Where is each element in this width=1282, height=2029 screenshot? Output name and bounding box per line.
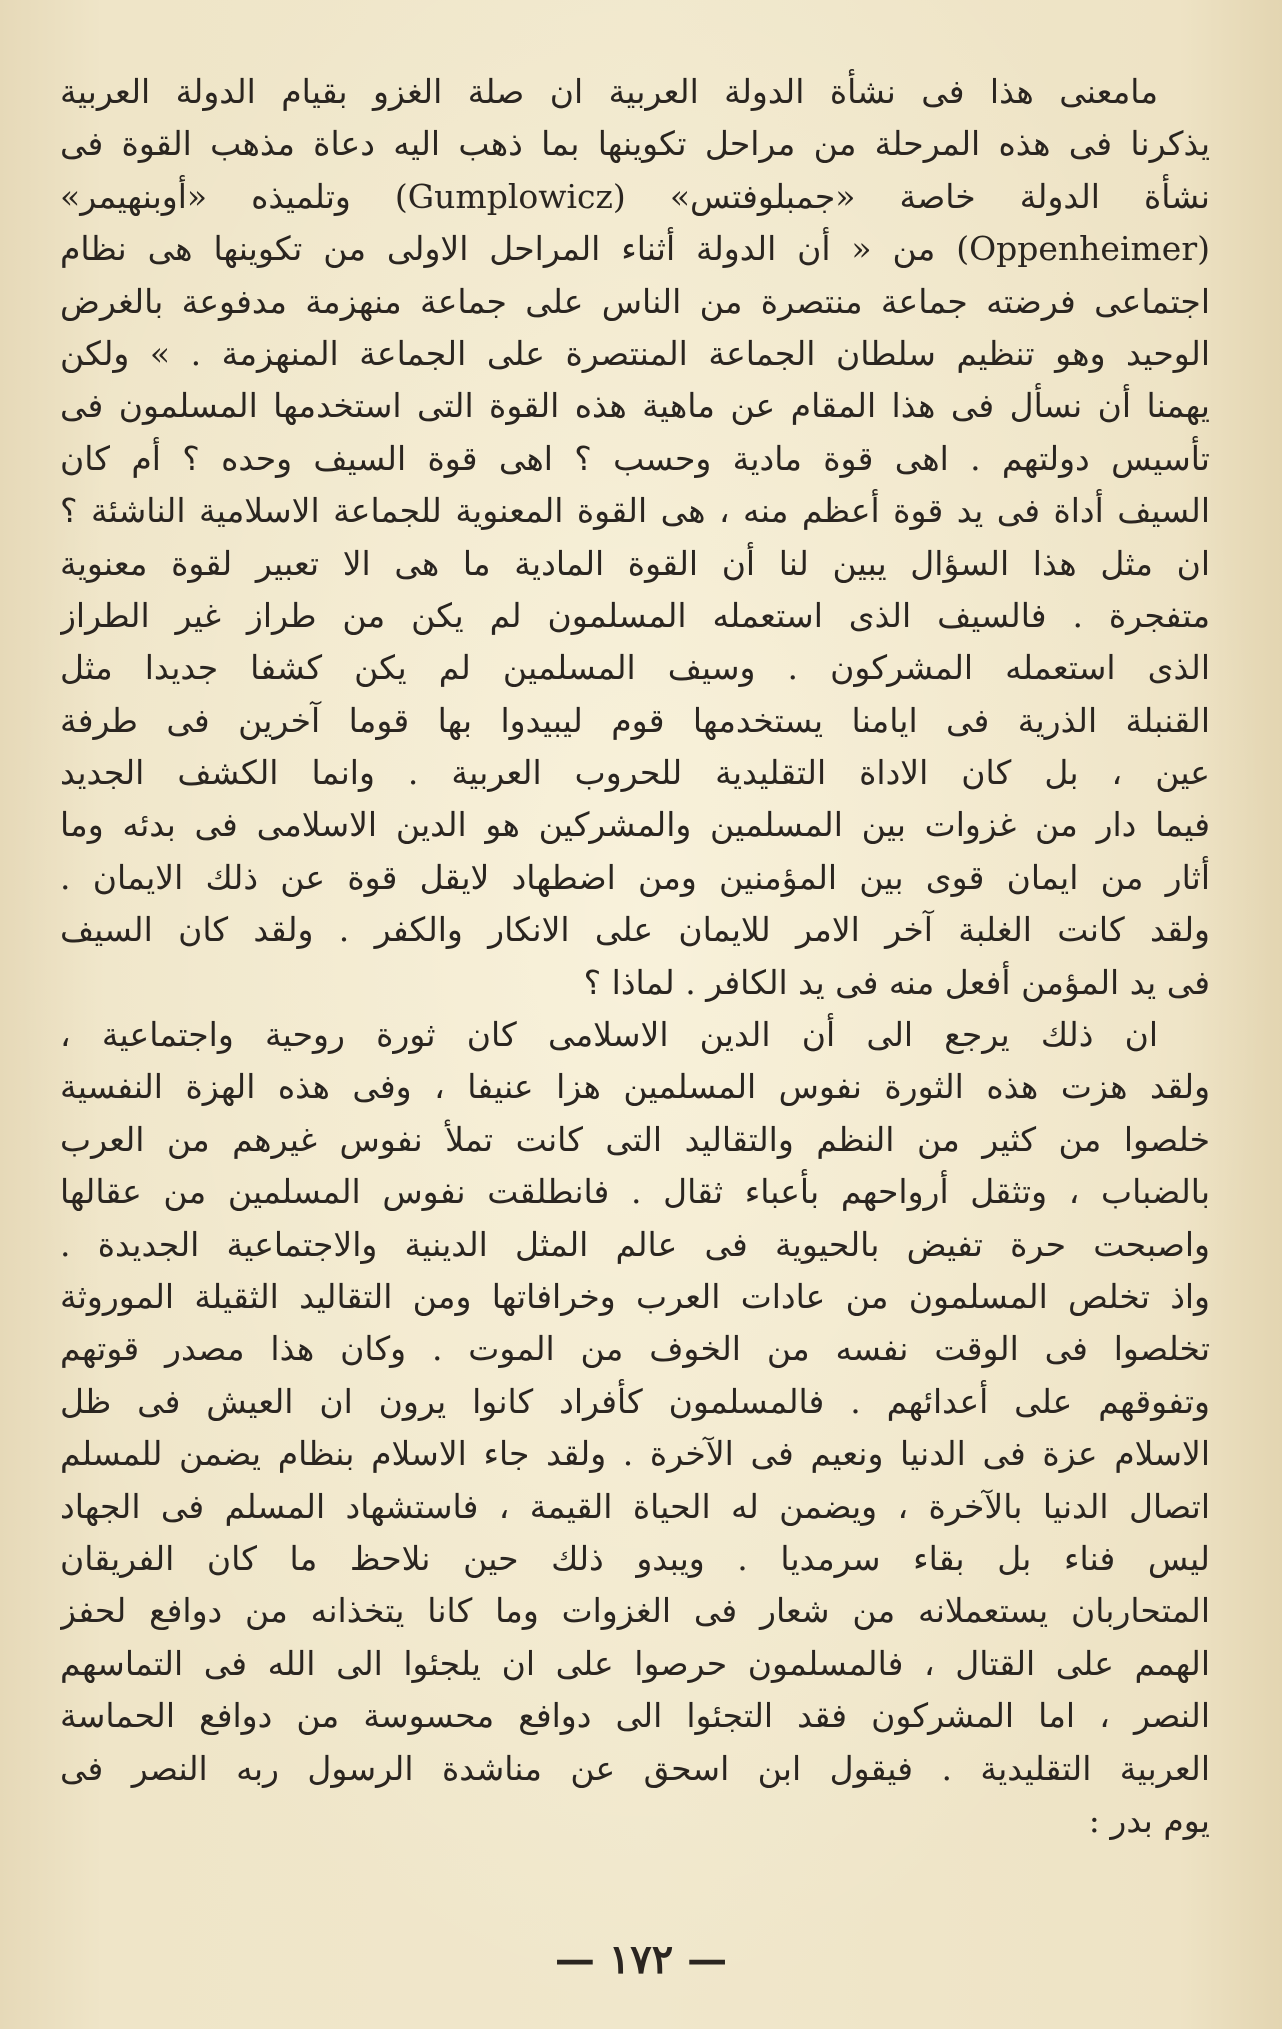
text-line: الاسلام عزة فى الدنيا ونعيم فى الآخرة . ولقد جاء الاسلام بنظام يضمن للمسلم: [60, 1434, 1210, 1474]
body-text: [60, 66, 1210, 1847]
text-line: فيما دار من غزوات بين المسلمين والمشركين هو الدين الاسلامى فى بدئه وما: [60, 805, 1210, 845]
text-line: عين ، بل كان الاداة التقليدية للحروب العربية . وانما الكشف الجديد: [60, 753, 1210, 793]
text-line: النصر ، اما المشركون فقد التجئوا الى دوافع محسوسة من دوافع الحماسة: [60, 1696, 1210, 1736]
text-line: اجتماعى فرضته جماعة منتصرة من الناس على جماعة منهزمة مدفوعة بالغرض: [60, 281, 1210, 321]
text-line: نشأة الدولة خاصة «جمبلوفتس» (Gumplowicz) وتلميذه «أوبنهيمر»: [60, 176, 1210, 216]
text-line: الوحيد وهو تنظيم سلطان الجماعة المنتصرة على الجماعة المنهزمة . » ولكن: [60, 333, 1210, 373]
text-line: السيف أداة فى يد قوة أعظم منه ، هى القوة المعنوية للجماعة الاسلامية الناشئة ؟: [60, 491, 1210, 531]
text-line: تخلصوا فى الوقت نفسه من الخوف من الموت . وكان هذا مصدر قوتهم: [60, 1329, 1210, 1369]
text-line: يهمنا أن نسأل فى هذا المقام عن ماهية هذه القوة التى استخدمها المسلمون فى: [60, 386, 1210, 426]
text-line: يوم بدر :: [1088, 1800, 1210, 1840]
text-line: ليس فناء بل بقاء سرمديا . ويبدو ذلك حين نلاحظ ما كان الفريقان: [60, 1538, 1210, 1578]
text-line: ان مثل هذا السؤال يبين لنا أن القوة المادية ما هى الا تعبير لقوة معنوية: [60, 543, 1210, 583]
text-line: بالضباب ، وتثقل أرواحهم بأعباء ثقال . فانطلقت نفوس المسلمين من عقالها: [60, 1172, 1210, 1212]
text-line: الهمم على القتال ، فالمسلمون حرصوا على ان يلجئوا الى الله فى التماسهم: [60, 1643, 1210, 1683]
text-line: العربية التقليدية . فيقول ابن اسحق عن مناشدة الرسول ربه النصر فى: [60, 1748, 1210, 1788]
text-line: القنبلة الذرية فى ايامنا يستخدمها قوم ليبيدوا بها قوما آخرين فى طرفة: [60, 700, 1210, 740]
text-line: وتفوقهم على أعدائهم . فالمسلمون كأفراد كانوا يرون ان العيش فى ظل: [60, 1381, 1210, 1421]
text-line: يذكرنا فى هذه المرحلة من مراحل تكوينها بما ذهب اليه دعاة مذهب القوة فى: [60, 124, 1210, 164]
text-line: اتصال الدنيا بالآخرة ، ويضمن له الحياة القيمة ، فاستشهاد المسلم فى الجهاد: [60, 1486, 1210, 1526]
text-line: تأسيس دولتهم . اهى قوة مادية وحسب ؟ اهى قوة السيف وحده ؟ أم كان: [60, 438, 1210, 478]
text-line: متفجرة . فالسيف الذى استعمله المسلمون لم يكن من طراز غير الطراز: [60, 595, 1210, 635]
text-line: مامعنى هذا فى نشأة الدولة العربية ان صلة الغزو بقيام الدولة العربية: [60, 72, 1158, 111]
text-line: ان ذلك يرجع الى أن الدين الاسلامى كان ثورة روحية واجتماعية ،: [60, 1015, 1158, 1055]
text-line: ولقد كانت الغلبة آخر الامر للايمان على الانكار والكفر . ولقد كان السيف: [60, 910, 1210, 950]
page-number: — ١٧٢ —: [554, 1936, 728, 1983]
text-line: فى يد المؤمن أفعل منه فى يد الكافر . لماذا ؟: [583, 962, 1210, 1002]
text-line: ولقد هزت هذه الثورة نفوس المسلمين هزا عنيفا ، وفى هذه الهزة النفسية: [60, 1067, 1210, 1107]
text-line: أثار من ايمان قوى بين المؤمنين ومن اضطهاد لايقل قوة عن ذلك الايمان .: [60, 857, 1210, 897]
text-line: خلصوا من كثير من النظم والتقاليد التى كانت تملأ نفوس غيرهم من العرب: [60, 1119, 1210, 1159]
text-line: الذى استعمله المشركون . وسيف المسلمين لم يكن كشفا جديدا مثل: [60, 648, 1210, 688]
text-line: (Oppenheimer) من « أن الدولة أثناء المراحل الاولى من تكوينها هى نظام: [60, 229, 1210, 269]
text-line: واصبحت حرة تفيض بالحيوية فى عالم المثل الدينية والاجتماعية الجديدة .: [60, 1224, 1210, 1264]
text-line: واذ تخلص المسلمون من عادات العرب وخرافاتها ومن التقاليد الثقيلة الموروثة: [60, 1276, 1210, 1316]
text-line: المتحاربان يستعملانه من شعار فى الغزوات وما كانا يتخذانه من دوافع لحفز: [60, 1591, 1210, 1631]
